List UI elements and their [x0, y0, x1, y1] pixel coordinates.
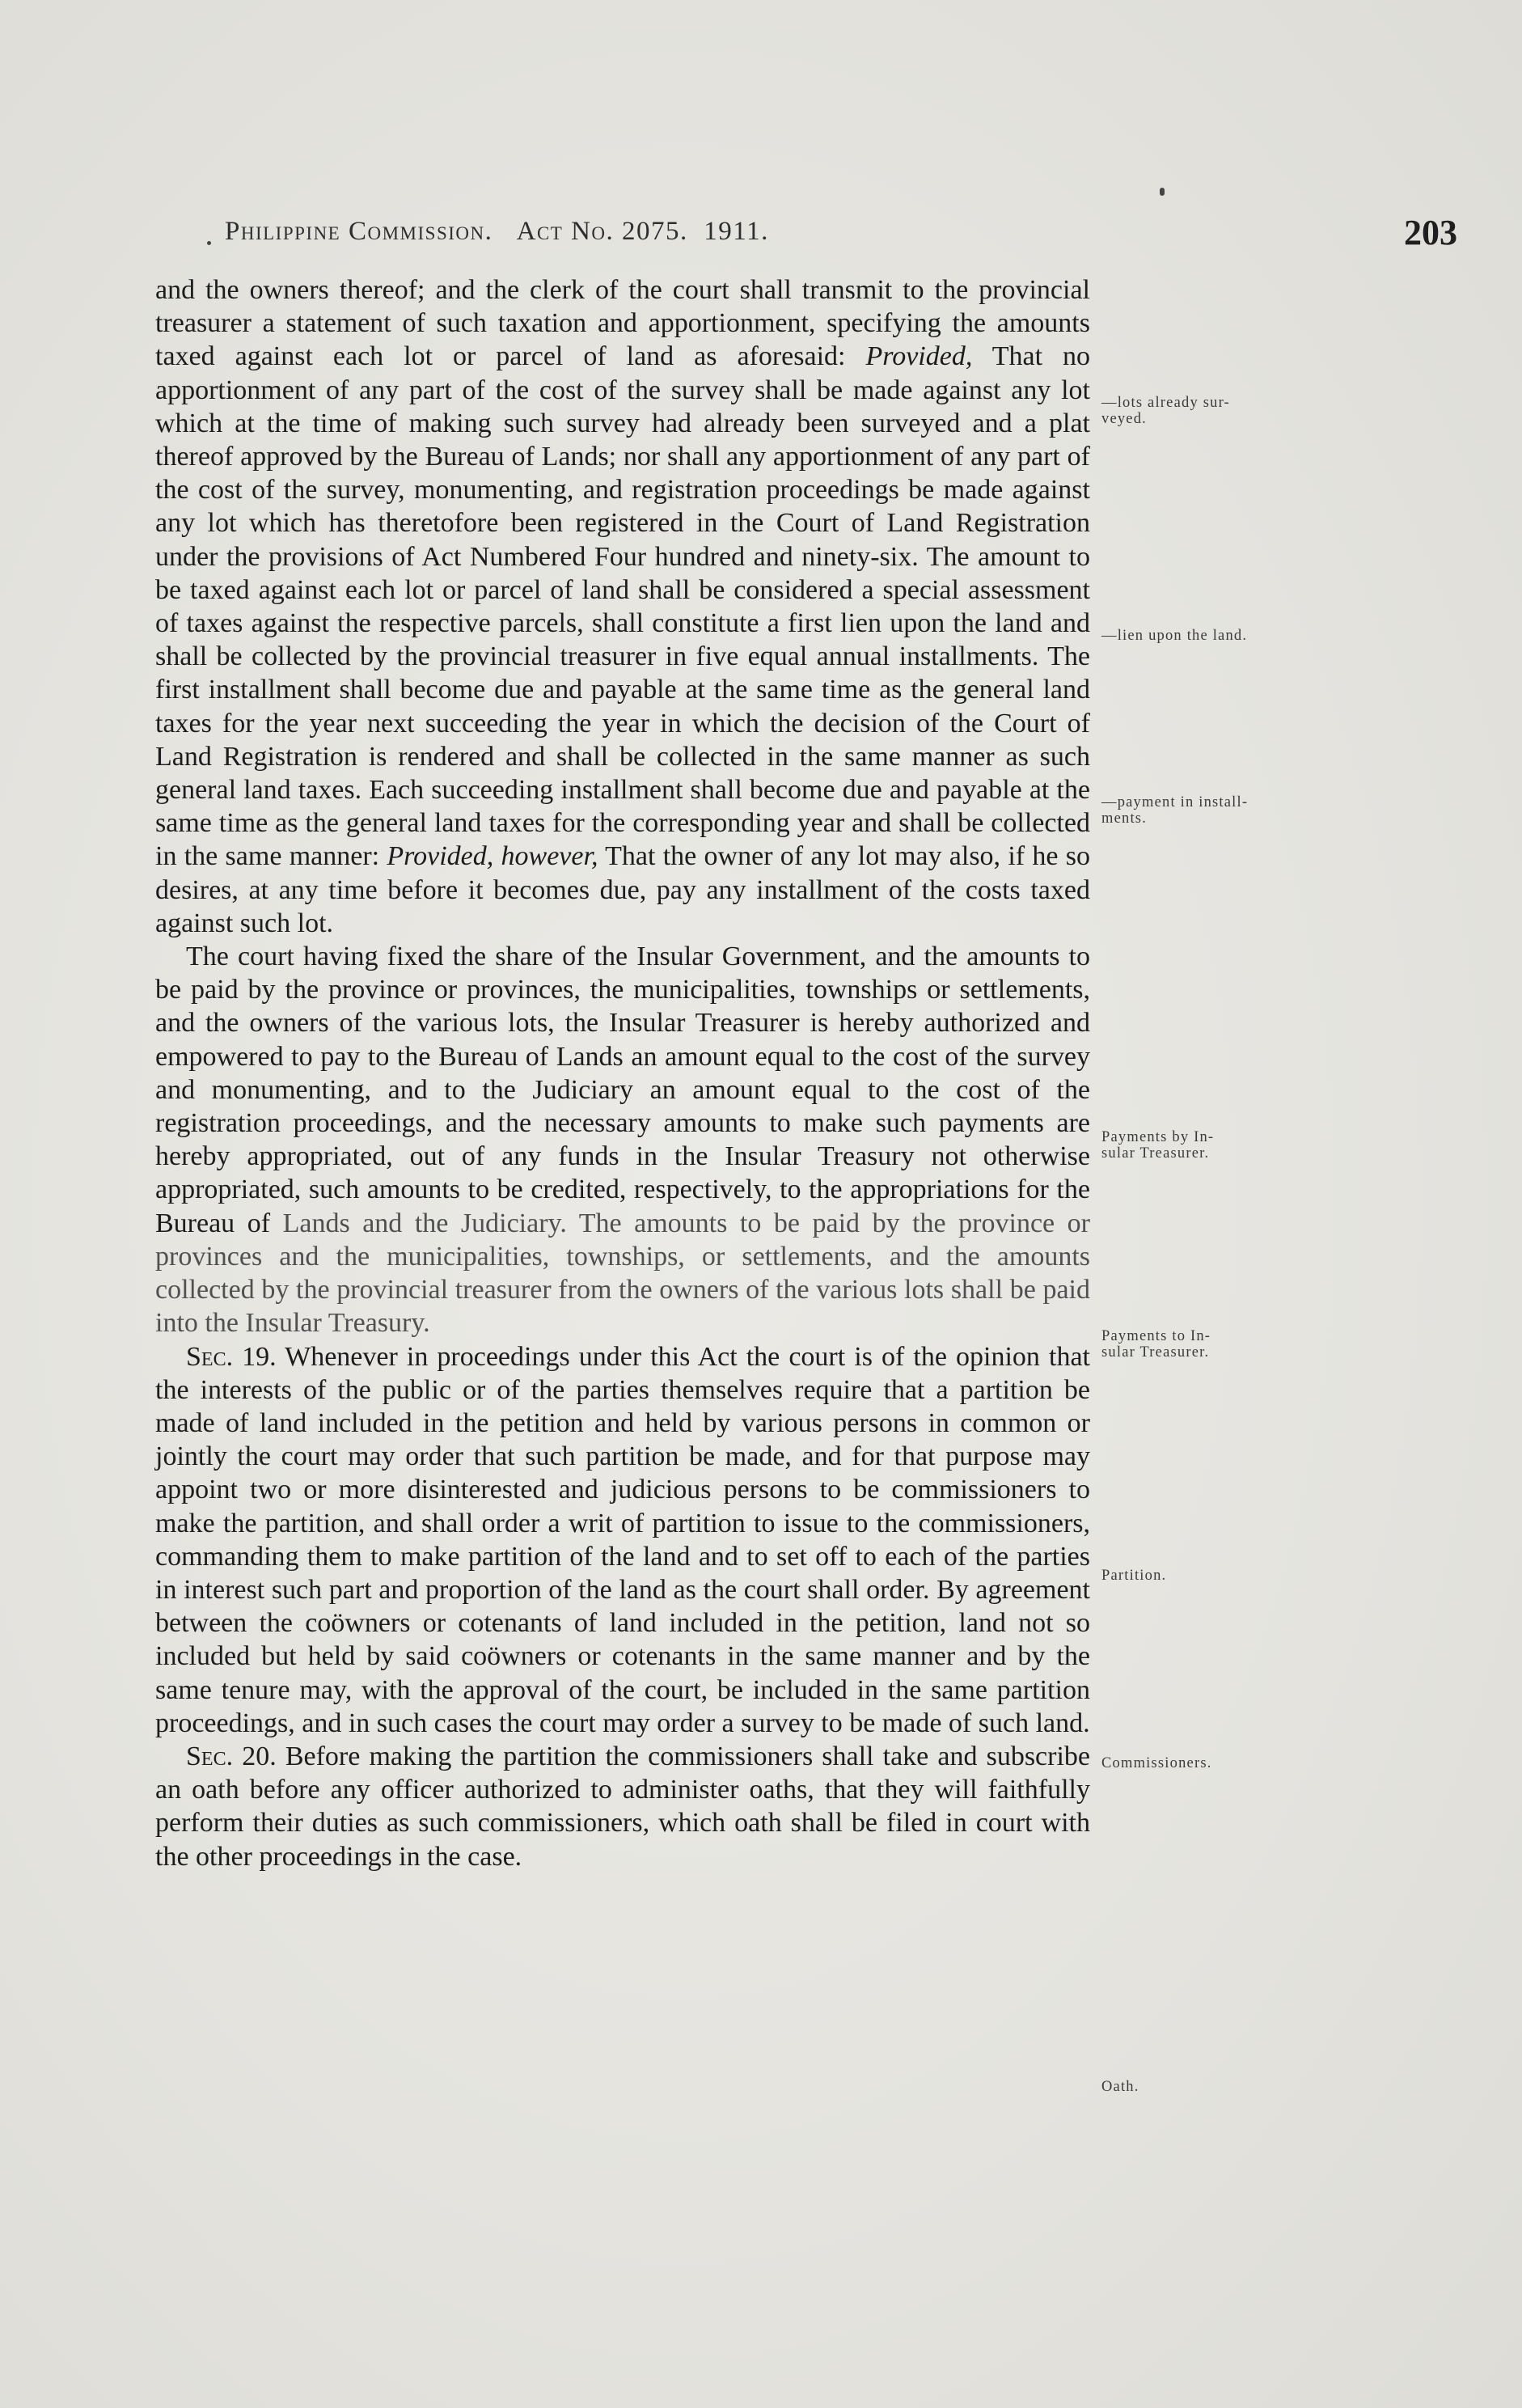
body-text: [155, 273, 1090, 1873]
margin-note-partition: [1101, 1568, 1344, 1584]
p2-text-a: The court having fixed the share of the Insular Government, and the amounts to be paid by the province or provinces, the municipalities, townships or settlements, and the owners of the various lots, the Insular Treasurer is hereby authorized and empowered to pay to the Bureau of Lands an amount equal to the cost of the survey and monumenting, and to the Judiciary an amount equal to the cost of the registration proceedings, and the necessary amounts to make such payments are hereby appropriated, out of any funds in the Insular Treasury not otherwise appropriated, such amounts to be credited, respectively, to the appropriations for the Bureau of: [155, 942, 1090, 1238]
margin-note-line: Commissioners.: [1101, 1755, 1212, 1771]
year: 1911.: [704, 217, 769, 246]
p1-text-e: That the owner of any lot may also, if he so desires, at any time before it becomes due, pay any installment of the costs taxed against such lot.: [155, 841, 1091, 938]
running-head: [225, 217, 769, 247]
p1-provided: Provided,: [865, 341, 973, 372]
p1-text-c: That no apportionment of any part of the cost of the survey shall be made against any lot which at the time of making such survey had already been surveyed and a plat thereof approved by the Bureau of Lands; nor shall any apportionment of any part of the cost of the survey, monumenting, and registration proceedings be made against any lot which has theretofore been registered in the Court of Land Registration under the provisions of Act Numbered Four hundred and ninety-six. The amount to be taxed against each lot or parcel of land shall be considered a special assessment of taxes against the respective parcels, shall constitute a first lien upon the land and shall be collected by the provincial treasurer in five equal annual installments. The first installment shall become due and payable at the same time as the general land taxes for the year next succeeding the year in which the decision of the Court of Land Registration is rendered and shall be collected in the same manner as such general land taxes. Each succeeding installment shall become due and payable at the same time as the general land taxes for the corresponding year and shall be collected in the same manner:: [155, 341, 1090, 872]
margin-note-line: Oath.: [1101, 2079, 1139, 2095]
margin-note-lien: [1101, 628, 1344, 644]
margin-note-payments-by: [1101, 1129, 1344, 1162]
margin-note-line: sular Treasurer.: [1101, 1344, 1210, 1361]
section-19-text: Whenever in proceedings under this Act the court is of the opinion that the interests of the public or of the parties themselves require that a partition be made of land included in the petition and held by various persons in common or jointly the court may order that such partition be made, and for that purpose may appoint two or more disinterested and judicious persons to be commissioners to make the partition, and shall order a writ of partition to issue to the commissioners, commanding them to make partition of the land and to set off to each of the parties in interest such part and proportion of the land as the court shall order. By agreement between the coöwners or cotenants of land included in the petition, land not so included but held by said coöwners or cotenants in the same manner and by the same tenure may, with the approval of the court, be included in the same partition proceedings, and in such cases the court may order a survey to be made of such land.: [155, 1341, 1090, 1738]
margin-note-line: veyed.: [1101, 411, 1147, 427]
paragraph-insular-treasurer: [155, 940, 1090, 1339]
margin-note-line: ments.: [1101, 810, 1148, 827]
p1-text-a: and the owners thereof; and the clerk of the court shall transmit to the provincial treasurer a statement of such taxation and apportionment, specifying the amounts taxed against each lot or parcel of land as aforesaid:: [155, 275, 1090, 372]
section-20-text: Before making the partition the commissioners shall take and subscribe an oath before any officer authorized to administer oaths, that they will faithfully perform their duties as such commissioners, which oath shall be filed in court with the other proceedings in the case.: [155, 1741, 1091, 1872]
margin-note-line: —lots already sur-: [1101, 395, 1230, 411]
paragraph-section-19: [155, 1340, 1090, 1740]
running-head-title: Philippine Commission.: [225, 217, 493, 246]
margin-note-line: —lien upon the land.: [1101, 628, 1248, 644]
margin-note-commissioners: [1101, 1755, 1344, 1771]
margin-note-line: Partition.: [1101, 1568, 1167, 1584]
section-20-label: Sec. 20.: [186, 1741, 277, 1771]
page-speck: [1160, 188, 1165, 196]
paragraph-taxation: [155, 273, 1090, 940]
margin-note-line: sular Treasurer.: [1101, 1145, 1210, 1162]
p1-provided-however: Provided, however,: [387, 841, 598, 872]
page-number: 203: [1404, 213, 1457, 252]
p2-text-b: Lands and the Judiciary. The amounts to be paid by the province or provinces and the municipalities, townships, or settlements, and the amounts collected by the provincial treasurer from the owners of the various lots shall be paid into the Insular Treasury.: [155, 1208, 1090, 1339]
paragraph-section-20: [155, 1740, 1090, 1873]
page-speck: [207, 241, 211, 245]
margin-note-payments-to: [1101, 1328, 1344, 1361]
margin-note-lots-surveyed: [1101, 395, 1344, 427]
act-label: Act No. 2075.: [516, 217, 688, 246]
margin-note-payment-installments: [1101, 794, 1344, 827]
margin-note-oath: [1101, 2079, 1344, 2095]
section-19-label: Sec. 19.: [186, 1341, 277, 1372]
margin-note-line: Payments by In-: [1101, 1129, 1215, 1145]
margin-note-line: Payments to In-: [1101, 1328, 1211, 1344]
margin-note-line: —payment in install-: [1101, 794, 1249, 810]
